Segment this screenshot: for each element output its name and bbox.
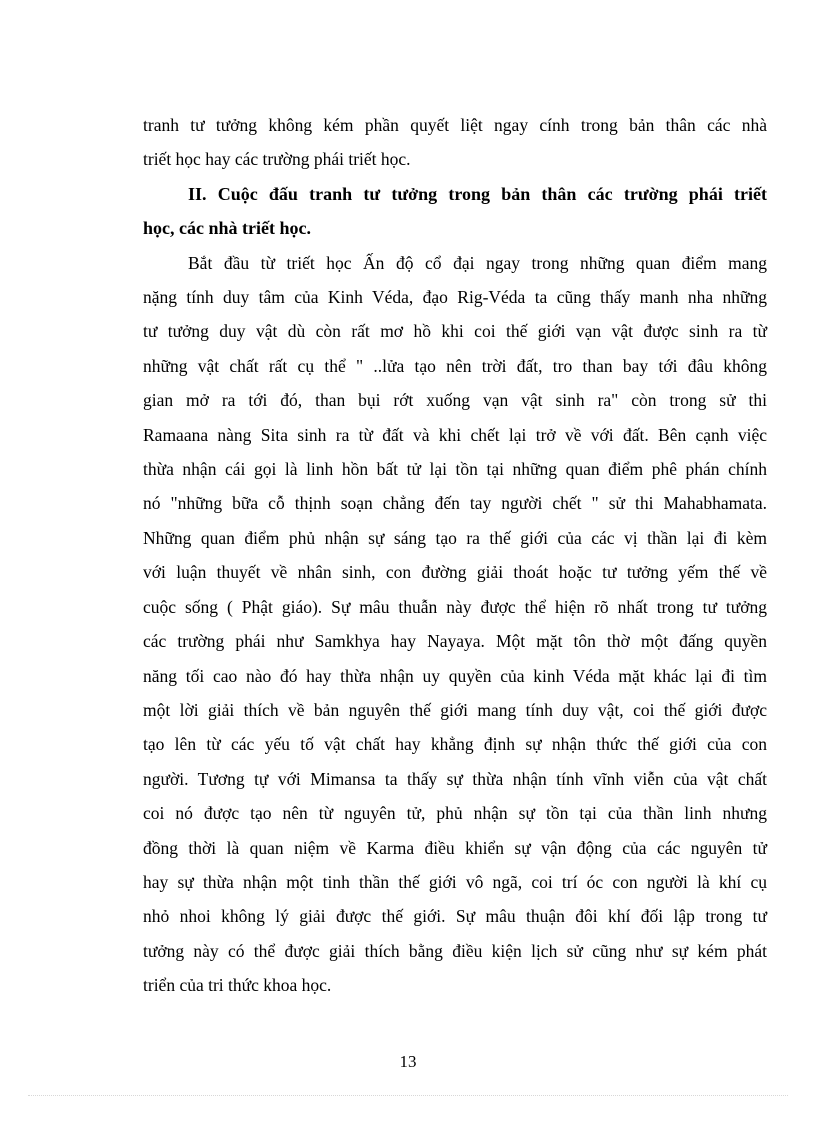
text-line: nó "những bữa cỗ thịnh soạn chẳng đến tay người chết " sử thi Mahabhamata. (143, 493, 767, 514)
text-line: triển của tri thức khoa học. (143, 975, 332, 996)
text-line: Những quan điểm phủ nhận sự sáng tạo ra thế giới của các vị thần lại đi kèm (143, 527, 767, 548)
text-line: Bắt đầu từ triết học Ấn độ cổ đại ngay trong những quan điểm mang (188, 252, 767, 273)
text-line: năng tối cao nào đó hay thừa nhận uy quyền của kinh Véda mặt khác lại đi tìm (143, 665, 767, 686)
text-line: gian mở ra tới đó, than bụi rớt xuống vạn vật sinh ra" còn trong sử thi (143, 390, 767, 411)
text-line: triết học hay các trường phái triết học. (143, 149, 411, 170)
text-line: với luận thuyết về nhân sinh, con đường giải thoát hoặc tư tưởng yếm thế về (143, 562, 767, 583)
text-line: tạo lên từ các yếu tố vật chất hay khẳng định sự nhận thức thế giới của con (143, 734, 767, 755)
text-line: nhỏ nhoi không lý giải được thế giới. Sự mâu thuận đôi khí đối lập trong tư (143, 906, 767, 927)
text-line: các trường phái như Samkhya hay Nayaya. Một mặt tôn thờ một đấng quyền (143, 631, 767, 652)
heading-line: II. Cuộc đấu tranh tư tưởng trong bản thân các trường phái triết (188, 183, 767, 204)
section-heading (143, 177, 767, 246)
text-line: một lời giải thích về bản nguyên thế giới mang tính duy vật, coi thế giới được (143, 699, 767, 720)
continuation-paragraph (143, 108, 767, 177)
text-line: tranh tư tưởng không kém phần quyết liệt ngay cính trong bản thân các nhà (143, 115, 767, 135)
text-line: nặng tính duy tâm của Kinh Véda, đạo Rig-Véda ta cũng thấy manh nha những (143, 287, 767, 308)
text-line: Ramaana nàng Sita sinh ra từ đất và khi chết lại trở về với đất. Bên cạnh việc (143, 424, 767, 445)
text-line: hay sự thừa nhận một tinh thần thế giới vô ngã, coi trí óc con người là khí cụ (143, 871, 767, 892)
text-line: coi nó được tạo nên từ nguyên tử, phủ nhận sự tồn tại của thần linh nhưng (143, 803, 767, 824)
text-line: thừa nhận cái gọi là linh hồn bất tử lại tồn tại những quan điểm phê phán chính (143, 459, 767, 480)
text-line: những vật chất rất cụ thể " ..lửa tạo nên trời đất, tro than bay tới đâu không (143, 355, 767, 376)
text-line: tư tưởng duy vật dù còn rất mơ hồ khi coi thế giới vạn vật được sinh ra từ (143, 321, 767, 342)
page-number: 13 (399, 1052, 417, 1071)
text-line: tưởng này có thể được giải thích bằng điều kiện lịch sử cũng như sự kém phát (143, 940, 767, 961)
text-line: người. Tương tự với Mimansa ta thấy sự thừa nhận tính vĩnh viễn của vật chất (143, 768, 767, 789)
text-line: đồng thời là quan niệm về Karma điều khiển sự vận động của các nguyên tử (143, 837, 767, 858)
heading-line: học, các nhà triết học. (143, 218, 311, 239)
page-body (143, 108, 767, 1003)
footer-divider (28, 1095, 788, 1096)
text-line: cuộc sống ( Phật giáo). Sự mâu thuẫn này được thể hiện rõ nhất trong tư tưởng (143, 596, 767, 617)
body-paragraph (143, 246, 767, 1003)
